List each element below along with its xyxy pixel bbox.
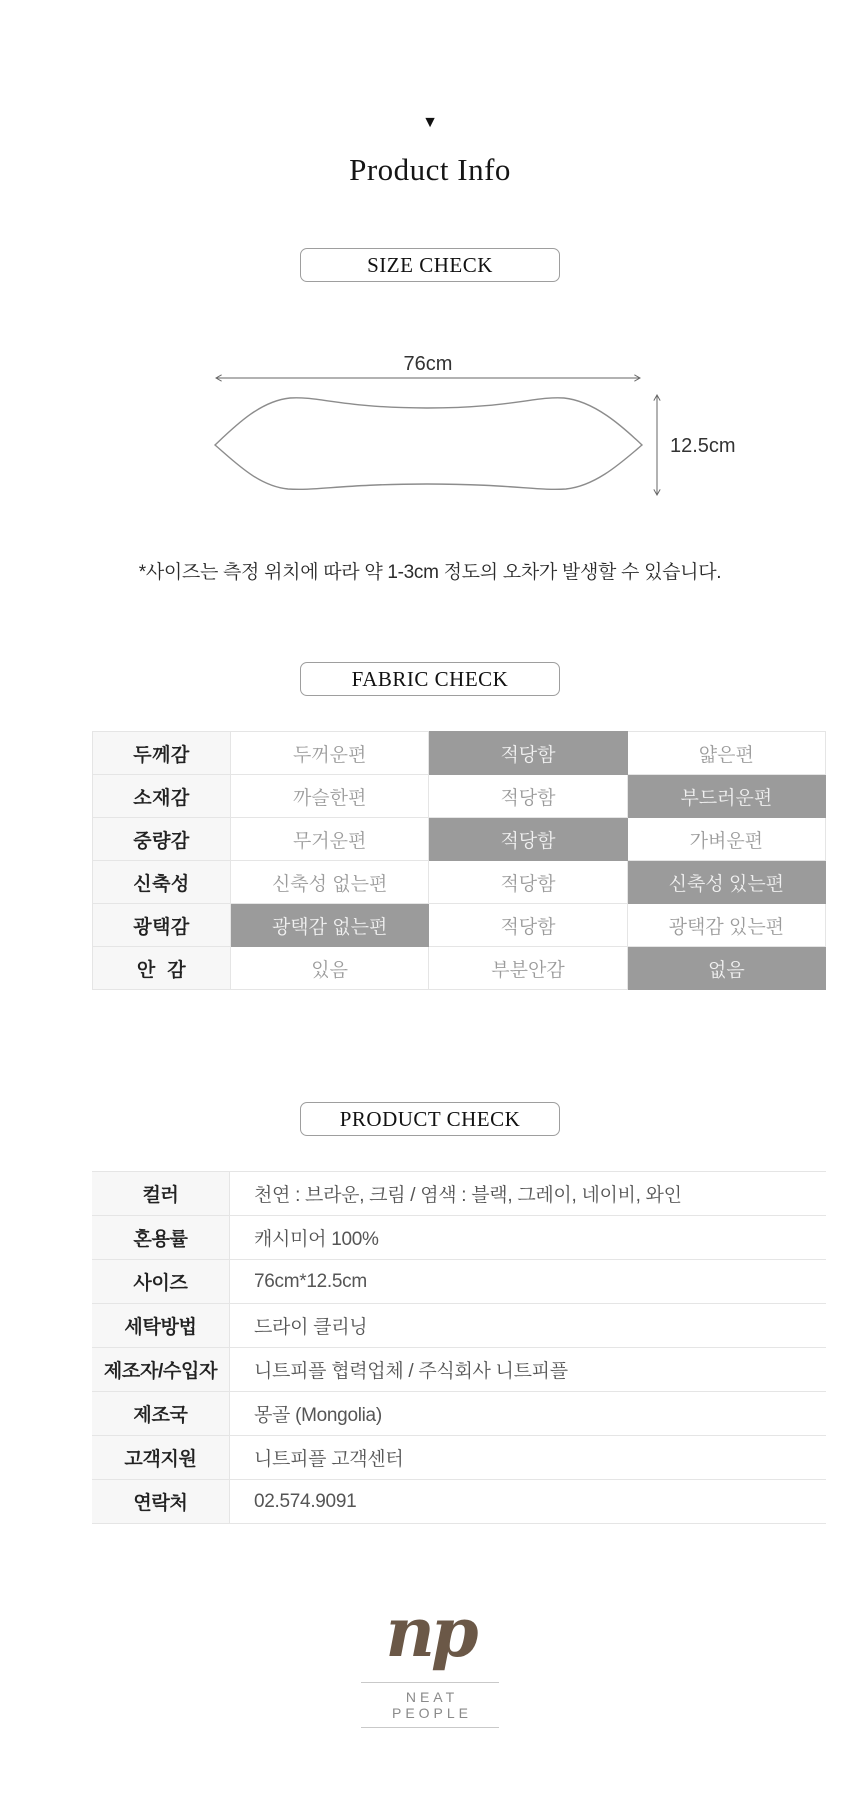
fabric-row [93,861,826,904]
page-title: Product Info [349,152,511,187]
product-row-label: 세탁방법 [92,1304,230,1348]
fabric-option: 두꺼운편 [231,732,429,775]
fabric-option: 무거운편 [231,818,429,861]
product-row-label: 제조국 [92,1392,230,1436]
product-row-value: 천연 : 브라운, 크림 / 염색 : 블랙, 그레이, 네이비, 와인 [230,1172,827,1216]
product-row [92,1172,826,1216]
fabric-option-selected: 광택감 없는편 [231,904,429,947]
fabric-option-selected: 없음 [627,947,825,990]
brand-divider-top [361,1682,499,1683]
product-row-label: 혼용률 [92,1216,230,1260]
brand-name: NEAT PEOPLE [391,1689,473,1721]
fabric-check-table [92,731,826,990]
fabric-row [93,775,826,818]
width-dimension-label: 76cm [403,353,453,375]
fabric-option: 부분안감 [429,947,627,990]
fabric-option-selected: 부드러운편 [627,775,825,818]
fabric-row [93,818,826,861]
product-row-label: 컬러 [92,1172,230,1216]
fabric-row-label: 안 감 [93,947,231,990]
fabric-option: 신축성 없는편 [231,861,429,904]
product-row-value: 드라이 클리닝 [230,1304,827,1348]
size-check-heading: SIZE CHECK [300,248,560,282]
product-check-table [92,1171,826,1524]
fabric-table-body [93,732,826,990]
fabric-option: 광택감 있는편 [627,904,825,947]
fabric-check-heading: FABRIC CHECK [300,662,560,696]
size-note: *사이즈는 측정 위치에 따라 약 1-3cm 정도의 오차가 발생할 수 있습니다. [138,562,722,583]
product-table-body [92,1172,826,1524]
product-check-heading: PRODUCT CHECK [300,1102,560,1136]
product-row [92,1436,826,1480]
product-row-value: 76cm*12.5cm [230,1260,827,1304]
fabric-row-label: 소재감 [93,775,231,818]
product-row-label: 고객지원 [92,1436,230,1480]
product-row-label: 제조자/수입자 [92,1348,230,1392]
product-row-value: 캐시미어 100% [230,1216,827,1260]
fabric-option-selected: 적당함 [429,732,627,775]
scarf-outline [215,398,642,490]
fabric-row-label: 두께감 [93,732,231,775]
fabric-row-label: 중량감 [93,818,231,861]
product-row [92,1216,826,1260]
product-row [92,1304,826,1348]
fabric-option: 적당함 [429,904,627,947]
fabric-option-selected: 신축성 있는편 [627,861,825,904]
brand-block [361,1682,499,1728]
down-triangle-icon: ▼ [422,114,438,131]
fabric-option: 가벼운편 [627,818,825,861]
fabric-option: 얇은편 [627,732,825,775]
fabric-option-selected: 적당함 [429,818,627,861]
product-row-value: 02.574.9091 [230,1480,827,1524]
fabric-row [93,947,826,990]
fabric-row-label: 광택감 [93,904,231,947]
product-row-value: 몽골 (Mongolia) [230,1392,827,1436]
fabric-option: 있음 [231,947,429,990]
product-row-value: 니트피플 고객센터 [230,1436,827,1480]
fabric-row [93,732,826,775]
product-row-label: 사이즈 [92,1260,230,1304]
size-diagram [0,340,860,515]
fabric-row [93,904,826,947]
product-row [92,1480,826,1524]
fabric-row-label: 신축성 [93,861,231,904]
height-dimension-label: 12.5cm [670,435,736,457]
product-row-value: 니트피플 협력업체 / 주식회사 니트피플 [230,1348,827,1392]
brand-divider-bottom [361,1727,499,1728]
fabric-option: 적당함 [429,775,627,818]
fabric-option: 적당함 [429,861,627,904]
product-row-label: 연락처 [92,1480,230,1524]
product-row [92,1392,826,1436]
brand-monogram-logo: np [385,1593,475,1673]
product-row [92,1260,826,1304]
product-row [92,1348,826,1392]
fabric-option: 까슬한편 [231,775,429,818]
